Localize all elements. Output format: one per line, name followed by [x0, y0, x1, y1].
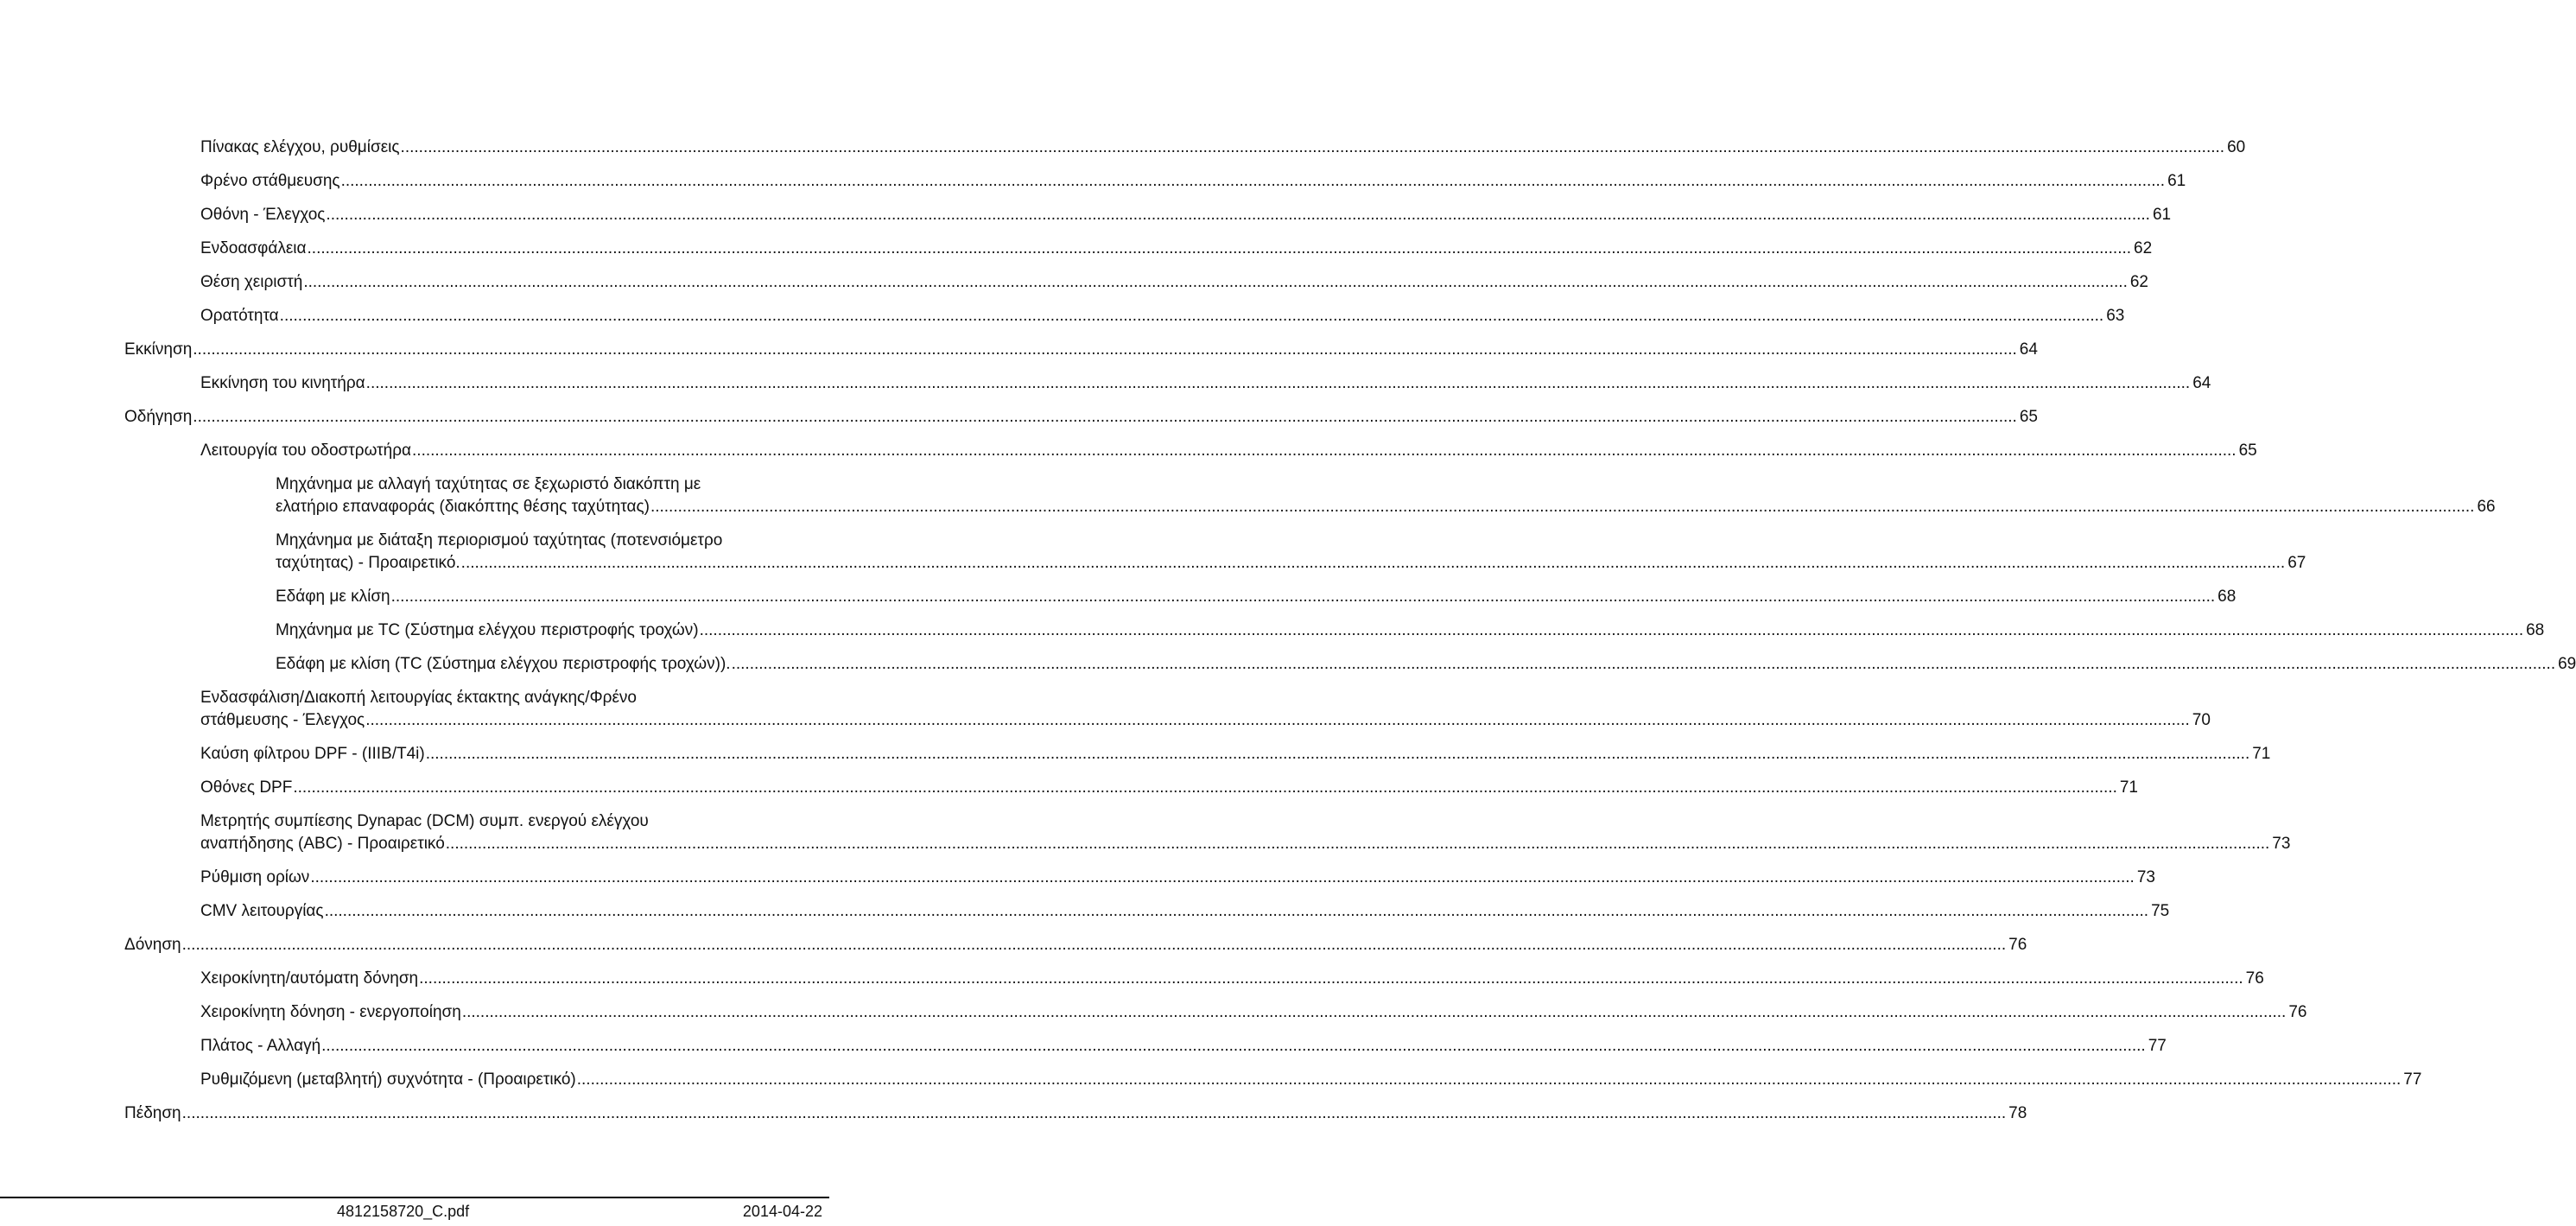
toc-entry-title: Εδάφη με κλίση	[276, 588, 390, 606]
dot-leader: ................................................................................................................................................................................................................................................................................................................................................................................................................	[400, 138, 2225, 156]
toc-entry[interactable]	[200, 271, 2148, 294]
toc-page-number: 64	[2192, 374, 2211, 392]
toc-entry-title-line: Μετρητής συμπίεσης Dynapac (DCM) συμπ. ενεργού ελέγχου	[200, 812, 649, 830]
toc-page-number: 76	[2245, 969, 2264, 988]
toc-page-number: 64	[2019, 340, 2038, 359]
dot-leader: ................................................................................................................................................................................................................................................................................................................................................................................................................	[307, 239, 2132, 257]
toc-page-number: 69	[2558, 655, 2576, 673]
page-footer	[0, 1197, 829, 1226]
toc-entry[interactable]	[200, 204, 2172, 226]
toc-entry-title: Εκκίνηση	[124, 340, 193, 359]
toc-entry[interactable]	[200, 170, 2186, 193]
dot-leader: ................................................................................................................................................................................................................................................................................................................................................................................................................	[699, 621, 2524, 639]
toc-entry-title: Οδήγηση	[124, 408, 193, 426]
toc-page-number: 60	[2227, 138, 2246, 156]
toc-entry[interactable]	[200, 900, 2170, 923]
toc-entry[interactable]	[276, 530, 2306, 575]
toc-page-number: 75	[2151, 902, 2170, 920]
toc-entry-title-line: Ενδασφάλιση/Διακοπή λειτουργίας έκτακτης ανάγκης/Φρένο	[200, 689, 637, 707]
toc-page-number: 76	[2008, 936, 2027, 954]
toc-entry[interactable]	[124, 1102, 2027, 1125]
toc-entry-title: Ρυθμιζόμενη (μεταβλητή) συχνότητα - (Προαιρετικό)	[200, 1070, 576, 1089]
dot-leader: ................................................................................................................................................................................................................................................................................................................................................................................................................	[461, 1003, 2287, 1021]
toc-entry[interactable]	[200, 687, 2211, 732]
toc-entry[interactable]	[200, 137, 2246, 159]
toc-page-number: 78	[2008, 1104, 2027, 1122]
toc-entry[interactable]	[276, 473, 2496, 518]
toc-page-number: 71	[2252, 745, 2271, 763]
toc-entry[interactable]	[124, 339, 2038, 361]
dot-leader: ................................................................................................................................................................................................................................................................................................................................................................................................................	[650, 498, 2475, 516]
toc-entry-title: Ενδοασφάλεια	[200, 239, 307, 257]
toc-page-number: 61	[2152, 206, 2172, 224]
toc-entry-title-line: Μηχάνημα με διάταξη περιορισμού ταχύτητας (ποτενσιόμετρο	[276, 531, 723, 549]
toc-entry-title: στάθμευσης - Έλεγχος	[200, 711, 365, 729]
toc-page-number: 77	[2403, 1070, 2422, 1089]
footer-filename: 4812158720_C.pdf	[337, 1203, 470, 1220]
toc-page-number: 61	[2167, 172, 2186, 190]
toc-entry-title: αναπήδησης (ABC) - Προαιρετικό	[200, 835, 445, 853]
toc-page-number: 65	[2238, 441, 2257, 460]
toc-entry[interactable]	[276, 586, 2237, 608]
toc-entry[interactable]	[276, 619, 2545, 642]
dot-leader: ................................................................................................................................................................................................................................................................................................................................................................................................................	[731, 655, 2556, 673]
toc-entry-title: Εδάφη με κλίση (TC (Σύστημα ελέγχου περιστροφής τροχών)).	[276, 655, 731, 673]
toc-entry[interactable]	[200, 372, 2211, 395]
toc-entry-title: Εκκίνηση του κινητήρα	[200, 374, 365, 392]
dot-leader: ................................................................................................................................................................................................................................................................................................................................................................................................................	[365, 374, 2191, 392]
toc-entry-title: Πλάτος - Αλλαγή	[200, 1037, 321, 1055]
toc-page-number: 62	[2134, 239, 2153, 257]
dot-leader: ................................................................................................................................................................................................................................................................................................................................................................................................................	[279, 307, 2104, 325]
toc-entry-title: Φρένο στάθμευσης	[200, 172, 340, 190]
toc-entry[interactable]	[200, 440, 2257, 462]
toc-entry[interactable]	[124, 934, 2027, 956]
dot-leader: ................................................................................................................................................................................................................................................................................................................................................................................................................	[324, 902, 2149, 920]
toc-entry[interactable]	[200, 1035, 2167, 1058]
dot-leader: ................................................................................................................................................................................................................................................................................................................................................................................................................	[390, 588, 2216, 606]
toc-page-number: 63	[2106, 307, 2125, 325]
toc-page-number: 70	[2192, 711, 2211, 729]
toc-page-number: 68	[2526, 621, 2545, 639]
toc-entry-title: Ορατότητα	[200, 307, 279, 325]
toc-page-number: 76	[2288, 1003, 2307, 1021]
dot-leader: ................................................................................................................................................................................................................................................................................................................................................................................................................	[310, 868, 2135, 886]
dot-leader: ................................................................................................................................................................................................................................................................................................................................................................................................................	[340, 172, 2166, 190]
toc-entry[interactable]	[200, 743, 2271, 765]
dot-leader: ................................................................................................................................................................................................................................................................................................................................................................................................................	[412, 441, 2237, 460]
toc-entry-title-line: Μηχάνημα με αλλαγή ταχύτητας σε ξεχωριστό διακόπτη με	[276, 475, 701, 493]
toc-entry-title: Μηχάνημα με TC (Σύστημα ελέγχου περιστροφής τροχών)	[276, 621, 699, 639]
toc-page-number: 67	[2287, 554, 2306, 572]
toc-entry-title: Οθόνες DPF	[200, 778, 293, 797]
toc-entry[interactable]	[200, 305, 2125, 327]
toc-entry-title: Οθόνη - Έλεγχος	[200, 206, 326, 224]
toc-entry-title: Πέδηση	[124, 1104, 181, 1122]
toc-entry-title: Χειροκίνητη δόνηση - ενεργοποίηση	[200, 1003, 461, 1021]
toc-entry-title: CMV λειτουργίας	[200, 902, 324, 920]
table-of-contents	[0, 137, 2576, 1125]
toc-page-number: 73	[2272, 835, 2291, 853]
dot-leader: ................................................................................................................................................................................................................................................................................................................................................................................................................	[293, 778, 2117, 797]
toc-page-number: 62	[2129, 273, 2148, 291]
toc-entry[interactable]	[200, 810, 2291, 855]
dot-leader: ................................................................................................................................................................................................................................................................................................................................................................................................................	[193, 408, 2017, 426]
toc-entry-title: ελατήριο επαναφοράς (διακόπτης θέσης ταχύτητας)	[276, 498, 650, 516]
toc-page-number: 65	[2019, 408, 2038, 426]
dot-leader: ................................................................................................................................................................................................................................................................................................................................................................................................................	[321, 1037, 2146, 1055]
dot-leader: ................................................................................................................................................................................................................................................................................................................................................................................................................	[181, 1104, 2007, 1122]
toc-page-number: 71	[2119, 778, 2138, 797]
toc-entry[interactable]	[200, 867, 2155, 889]
toc-page-number: 66	[2477, 498, 2496, 516]
dot-leader: ................................................................................................................................................................................................................................................................................................................................................................................................................	[181, 936, 2007, 954]
toc-entry[interactable]	[276, 653, 2576, 676]
toc-entry-title: Πίνακας ελέγχου, ρυθμίσεις	[200, 138, 400, 156]
dot-leader: ................................................................................................................................................................................................................................................................................................................................................................................................................	[303, 273, 2128, 291]
toc-entry-title: Δόνηση	[124, 936, 181, 954]
toc-entry-title: Χειροκίνητη/αυτόματη δόνηση	[200, 969, 419, 988]
dot-leader: ................................................................................................................................................................................................................................................................................................................................................................................................................	[425, 745, 2250, 763]
toc-page-number: 77	[2148, 1037, 2167, 1055]
toc-entry-title: Λειτουργία του οδοστρωτήρα	[200, 441, 412, 460]
toc-page-number: 73	[2136, 868, 2155, 886]
toc-entry[interactable]	[200, 777, 2138, 799]
dot-leader: ................................................................................................................................................................................................................................................................................................................................................................................................................	[445, 835, 2270, 853]
toc-entry-title: Θέση χειριστή	[200, 273, 303, 291]
footer-date: 2014-04-22	[742, 1203, 822, 1220]
toc-entry-title: Ρύθμιση ορίων	[200, 868, 310, 886]
dot-leader: ................................................................................................................................................................................................................................................................................................................................................................................................................	[326, 206, 2150, 224]
toc-entry-title: Καύση φίλτρου DPF - (IIIB/T4i)	[200, 745, 425, 763]
toc-entry[interactable]	[200, 238, 2153, 260]
dot-leader: ................................................................................................................................................................................................................................................................................................................................................................................................................	[460, 554, 2286, 572]
dot-leader: ................................................................................................................................................................................................................................................................................................................................................................................................................	[576, 1070, 2402, 1089]
dot-leader: ................................................................................................................................................................................................................................................................................................................................................................................................................	[365, 711, 2190, 729]
toc-entry[interactable]	[200, 968, 2264, 990]
toc-page-number: 68	[2218, 588, 2237, 606]
toc-entry[interactable]	[200, 1069, 2422, 1091]
dot-leader: ................................................................................................................................................................................................................................................................................................................................................................................................................	[419, 969, 2243, 988]
dot-leader: ................................................................................................................................................................................................................................................................................................................................................................................................................	[193, 340, 2017, 359]
toc-entry[interactable]	[124, 406, 2038, 429]
toc-entry[interactable]	[200, 1001, 2307, 1024]
toc-entry-title: ταχύτητας) - Προαιρετικό.	[276, 554, 460, 572]
